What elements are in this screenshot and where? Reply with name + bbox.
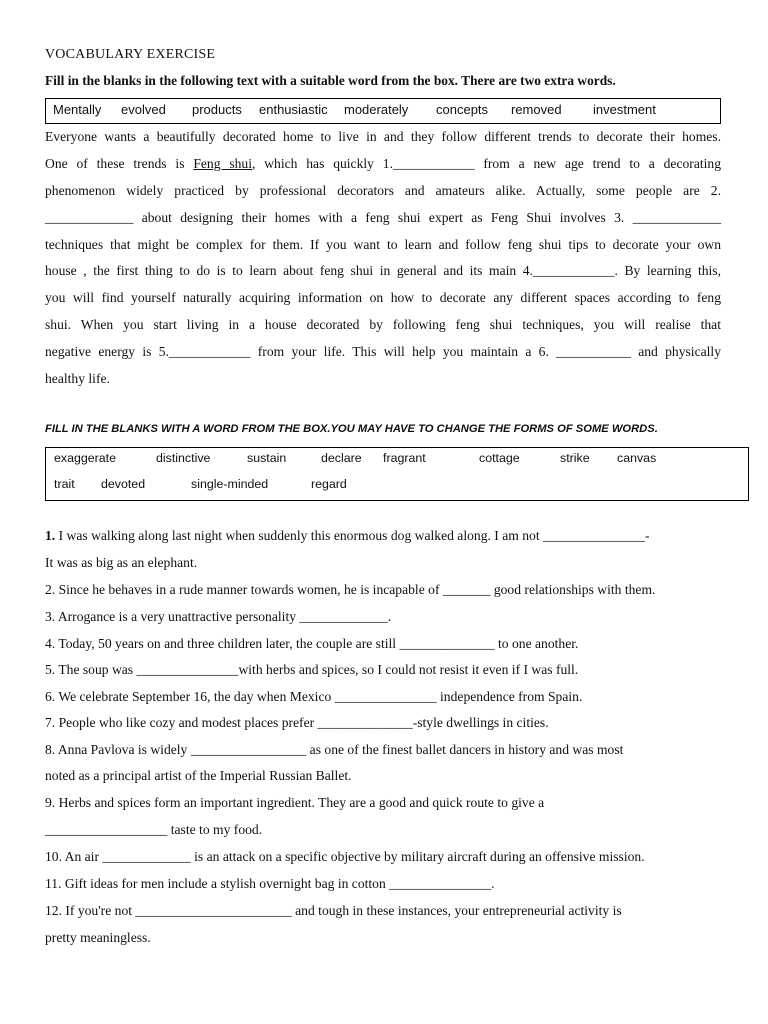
question-12-continued: pretty meaningless. [45,930,151,945]
question-6: 6. We celebrate September 16, the day when Mexico _______________ independence from Spain. [45,689,583,704]
box1-word: Mentally [53,102,102,117]
box1-word: moderately [344,102,409,117]
paragraph-line [45,151,721,178]
question-10: 10. An air _____________ is an attack on a specific objective by military aircraft during an offensive mission. [45,849,645,864]
instruction-part-2: FILL IN THE BLANKS WITH A WORD FROM THE BOX.YOU MAY HAVE TO CHANGE THE FORMS OF SOME WORDS. [45,423,658,435]
box2-word: cottage [479,451,520,465]
question-text: I was walking along last night when suddenly this enormous dog walked along. I am not _______________- [55,528,650,543]
paragraph-line: healthy life. [45,371,110,387]
word-box-2 [45,447,749,501]
box2-word: sustain [247,451,287,465]
paragraph-text: , which has quickly 1.____________ from a new age trend to a decorating [251,155,721,171]
box1-word: evolved [121,102,166,117]
paragraph-line: phenomenon widely practiced by professional decorators and amateurs alike. Actually, some people are 2. [45,182,721,198]
question-4: 4. Today, 50 years on and three children later, the couple are still ______________ to one another. [45,636,579,651]
question-2: 2. Since he behaves in a rude manner towards women, he is incapable of _______ good relationships with them. [45,582,656,597]
box2-word: exaggerate [54,451,117,465]
paragraph-line: negative energy is 5.____________ from your life. This will help you maintain a 6. ___________ and physically [45,344,721,360]
box2-word: strike [560,451,590,465]
question-number: 1. [45,528,56,543]
box1-word: investment [593,102,656,117]
box2-word: devoted [101,477,146,491]
question-3: 3. Arrogance is a very unattractive personality _____________. [45,609,392,624]
question-1 [45,528,725,544]
paragraph-line: _____________ about designing their homes with a feng shui expert as Feng Shui involves 3. _____________ [45,209,721,225]
box1-word: concepts [436,102,489,117]
question-9: 9. Herbs and spices form an important ingredient. They are a good and quick route to give a [45,795,545,810]
paragraph-line: techniques that might be complex for them. If you want to learn and follow feng shui tips to decorate your own [45,236,721,252]
box2-word: trait [54,477,75,491]
question-8: 8. Anna Pavlova is widely _________________ as one of the finest ballet dancers in history and was most [45,742,624,757]
box2-word: single-minded [191,477,269,491]
paragraph-line: house , the first thing to do is to learn about feng shui in general and its main 4.____________. By learning this, [45,263,721,279]
box2-word: fragrant [383,451,426,465]
feng-shui-paragraph [45,124,721,393]
paragraph-line: Everyone wants a beautifully decorated home to live in and they follow different trends to decorate their homes. [45,129,721,144]
question-8-continued: noted as a principal artist of the Imperial Russian Ballet. [45,768,352,783]
paragraph-line: shui. When you start living in a house decorated by following feng shui techniques, you will realise that [45,317,721,333]
feng-shui-link-text: Feng shui [193,155,252,171]
box1-word: enthusiastic [259,102,328,117]
question-9-continued: __________________ taste to my food. [45,822,263,837]
instruction-part-1: Fill in the blanks in the following text with a suitable word from the box. There are two extra words. [45,73,616,88]
question-11: 11. Gift ideas for men include a stylish overnight bag in cotton _______________. [45,876,495,891]
question-7: 7. People who like cozy and modest places prefer ______________-style dwellings in cities. [45,715,549,730]
question-1-continued: It was as big as an elephant. [45,555,198,570]
box1-word: products [192,102,242,117]
question-5: 5. The soup was _______________with herbs and spices, so I could not resist it even if I was full. [45,662,579,677]
paragraph-text: One of these trends is [45,155,194,171]
box2-word: regard [311,477,347,491]
box1-word: removed [511,102,562,117]
question-12: 12. If you're not _______________________ and tough in these instances, your entrepreneurial activity is [45,903,622,918]
box2-word: canvas [617,451,657,465]
paragraph-line: you will find yourself naturally acquiring information on how to decorate any different spaces according to feng [45,290,721,306]
box2-word: distinctive [156,451,211,465]
word-box-1 [45,98,721,124]
page-title: VOCABULARY EXERCISE [45,47,216,62]
box2-word: declare [321,451,362,465]
